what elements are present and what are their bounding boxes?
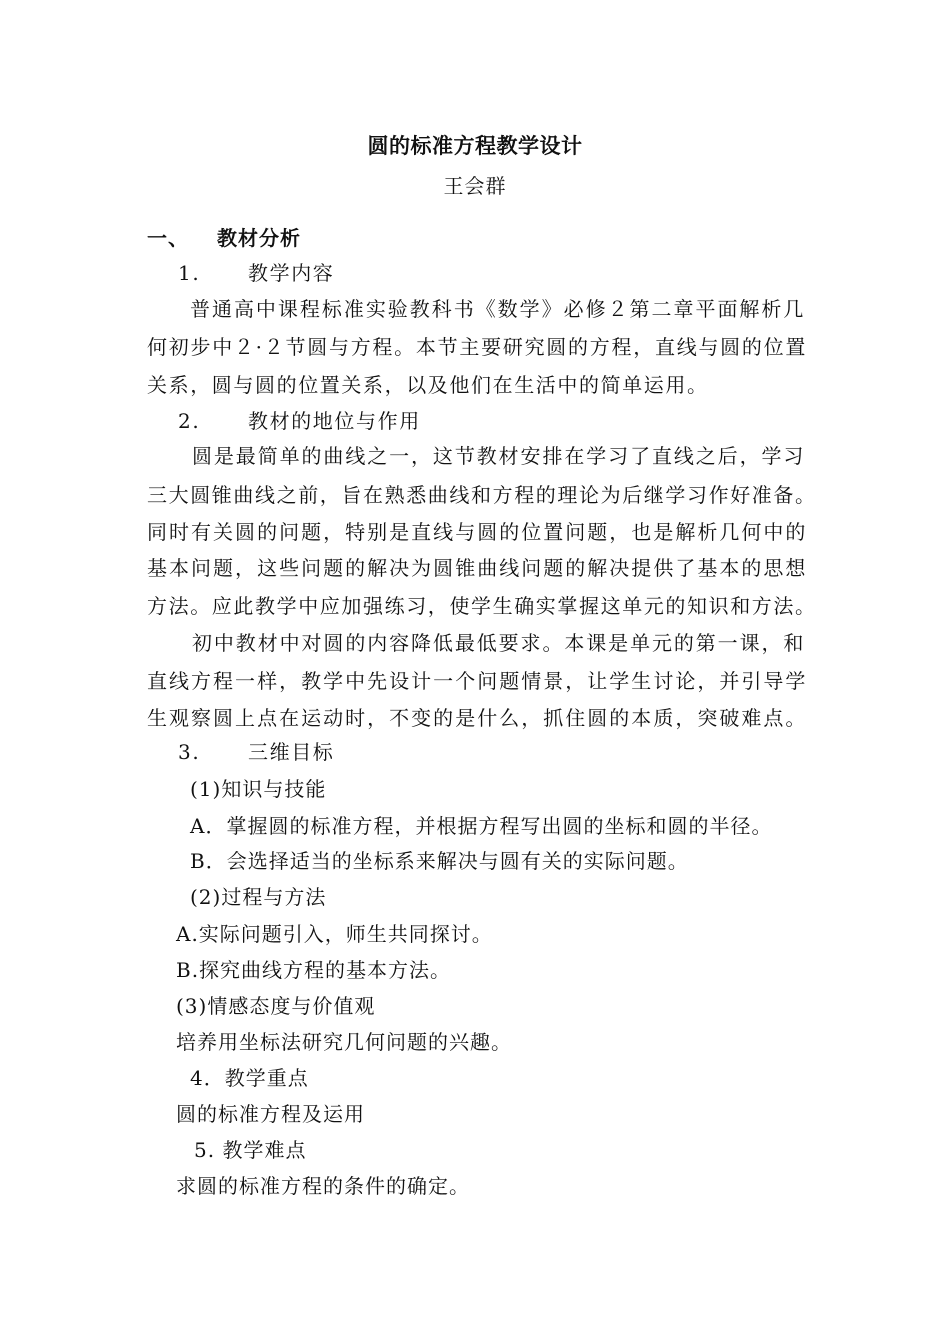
subsection-heading-4: 4．教学重点 (190, 1066, 309, 1090)
subsection-heading-3 (178, 738, 334, 766)
section-title: 教材分析 (217, 226, 301, 250)
subsection-number: 3. (178, 740, 201, 764)
paragraph-line: 普通高中课程标准实验教科书《数学》必修２第二章平面解析几 (190, 297, 805, 321)
goal-emotion-text: 培养用坐标法研究几何问题的兴趣。 (176, 1030, 512, 1054)
subsection-title: 教材的地位与作用 (248, 409, 421, 433)
author-name: 王会群 (443, 174, 507, 198)
paragraph-line: 三大圆锥曲线之前，旨在熟悉曲线和方程的理论为后继学习作好准备。 (147, 483, 817, 507)
goal-knowledge-a: A．掌握圆的标准方程，并根据方程写出圆的坐标和圆的半径。 (190, 814, 773, 838)
paragraph-line: 直线方程一样，教学中先设计一个问题情景，让学生讨论，并引导学 (147, 669, 807, 693)
goal-emotion-heading: (3)情感态度与价值观 (176, 994, 376, 1018)
subsection-number: 2. (178, 409, 201, 433)
subsection-heading-5: 5. 教学难点 (194, 1138, 307, 1162)
paragraph-line: 生观察圆上点在运动时，不变的是什么，抓住圆的本质，突破难点。 (147, 706, 807, 730)
difficulty-text: 求圆的标准方程的条件的确定。 (176, 1174, 470, 1198)
goal-process-heading: (2)过程与方法 (190, 885, 327, 909)
paragraph-line: 同时有关圆的问题，特别是直线与圆的位置问题，也是解析几何中的 (147, 520, 807, 544)
section-heading-1 (147, 224, 301, 252)
subsection-heading-1 (178, 259, 334, 287)
section-number: 一、 (147, 226, 189, 250)
paragraph-line: 方法。应此教学中应加强练习，使学生确实掌握这单元的知识和方法。 (147, 594, 817, 618)
goal-process-b: B.探究曲线方程的基本方法。 (176, 958, 452, 982)
subsection-number: 1. (178, 261, 201, 285)
goal-process-a: A.实际问题引入，师生共同探讨。 (176, 922, 493, 946)
goal-knowledge-b: B．会选择适当的坐标系来解决与圆有关的实际问题。 (190, 849, 689, 873)
paragraph-line: 圆是最简单的曲线之一，这节教材安排在学习了直线之后，学习 (192, 444, 805, 468)
paragraph-line: 初中教材中对圆的内容降低最低要求。本课是单元的第一课，和 (192, 631, 805, 655)
subsection-title: 三维目标 (248, 740, 335, 764)
paragraph-line: 基本问题，这些问题的解决为圆锥曲线问题的解决提供了基本的思想 (147, 556, 807, 580)
subsection-heading-2 (178, 407, 421, 435)
paragraph-line: 关系，圆与圆的位置关系，以及他们在生活中的简单运用。 (147, 373, 709, 397)
key-points-text: 圆的标准方程及运用 (176, 1102, 365, 1126)
goal-knowledge-heading: (1)知识与技能 (190, 777, 327, 801)
page-title: 圆的标准方程教学设计 (367, 133, 583, 158)
paragraph-line: 何初步中２·２节圆与方程。本节主要研究圆的方程，直线与圆的位置 (147, 335, 807, 359)
subsection-title: 教学内容 (248, 261, 335, 285)
